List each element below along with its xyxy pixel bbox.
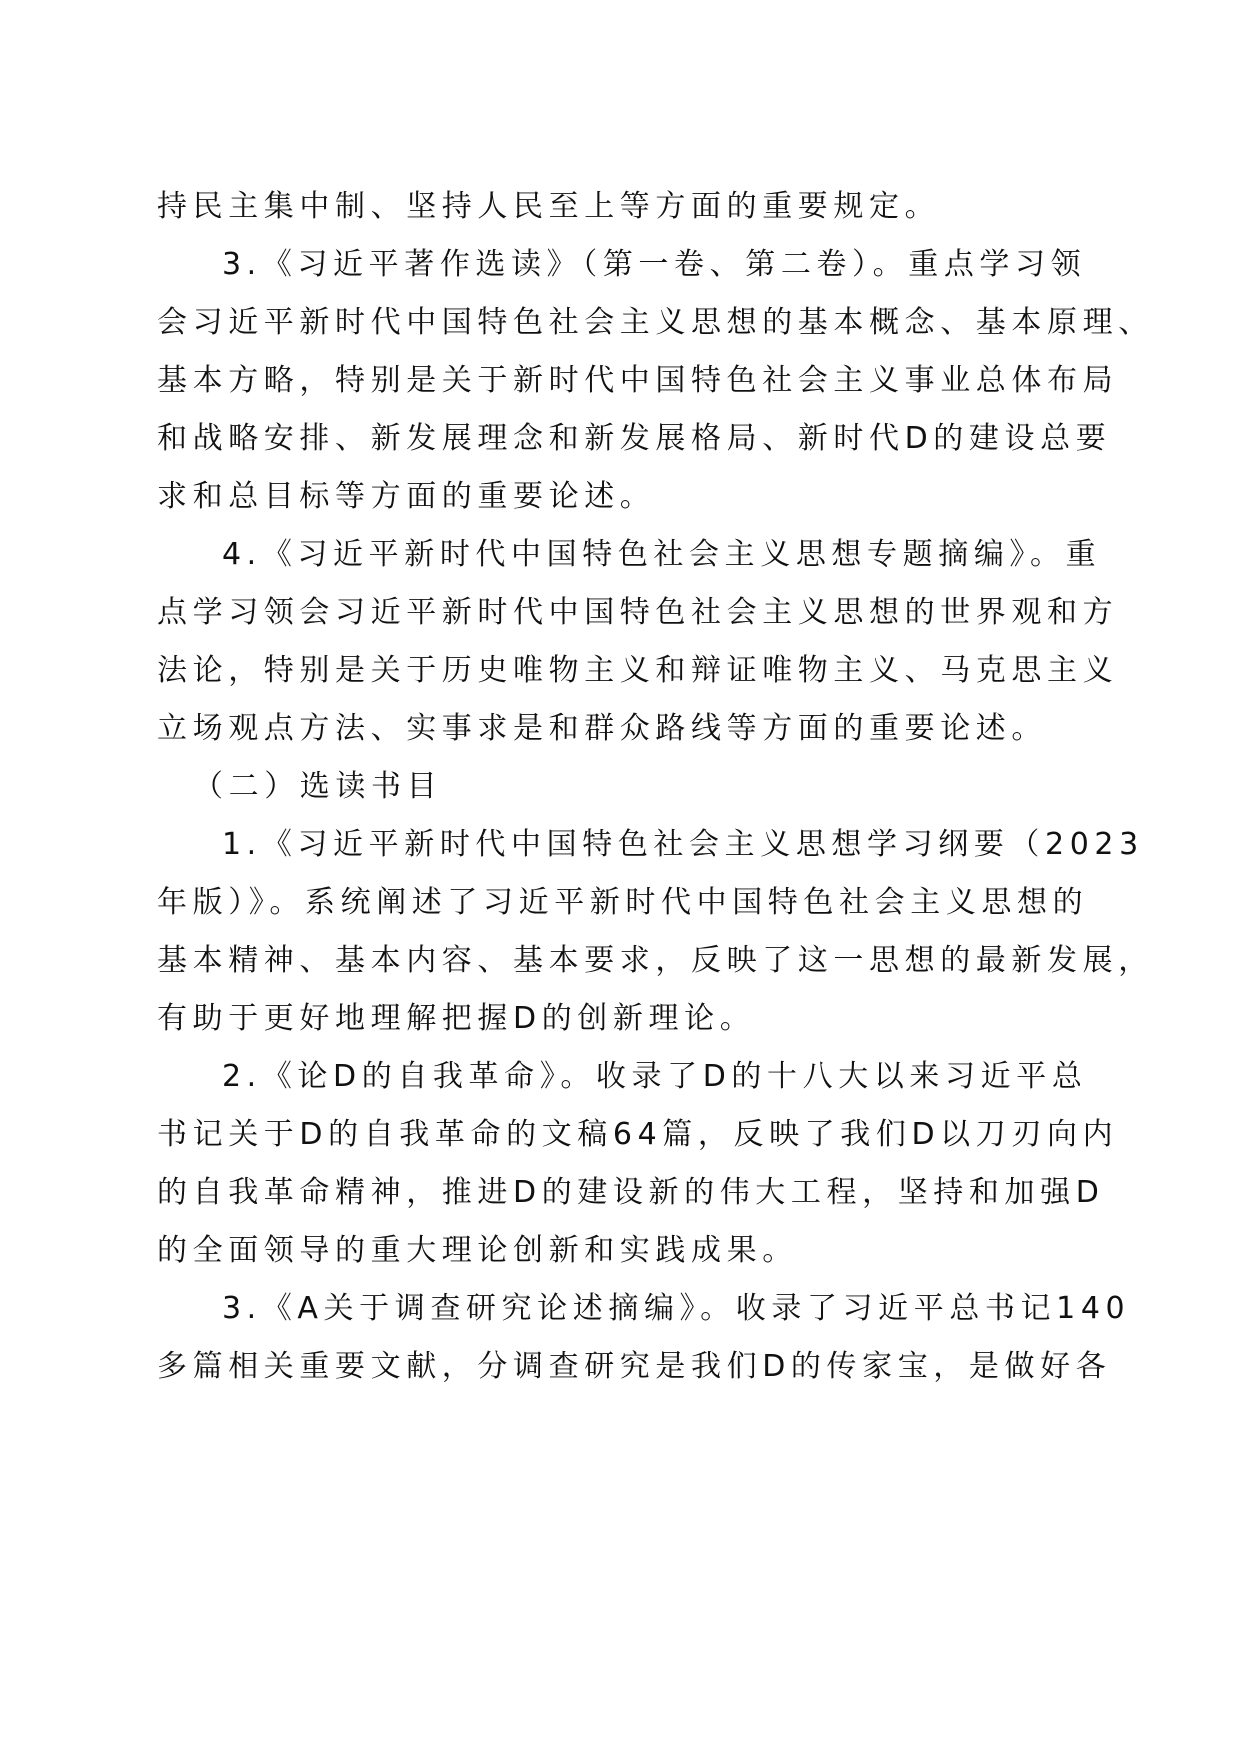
text-line: 和战略安排、新发展理念和新发展格局、新时代D的建设总要	[157, 421, 1112, 456]
text-line: 4.《习近平新时代中国特色社会主义思想专题摘编》。重	[222, 537, 1102, 572]
text-line: 求和总目标等方面的重要论述。	[157, 479, 656, 514]
text-line: 年版）》。系统阐述了习近平新时代中国特色社会主义思想的	[157, 885, 1089, 920]
text-line: 基本方略，特别是关于新时代中国特色社会主义事业总体布局	[157, 363, 1119, 398]
text-line: 2.《论D的自我革命》。收录了D的十八大以来习近平总	[222, 1059, 1088, 1094]
text-line: 立场观点方法、实事求是和群众路线等方面的重要论述。	[157, 711, 1047, 746]
section-heading: （二）选读书目	[193, 769, 443, 804]
text-line: 的自我革命精神，推进D的建设新的伟大工程，坚持和加强D	[157, 1175, 1105, 1210]
text-line: 的全面领导的重大理论创新和实践成果。	[157, 1233, 798, 1268]
text-line: 法论，特别是关于历史唯物主义和辩证唯物主义、马克思主义	[157, 653, 1119, 688]
text-line: 会习近平新时代中国特色社会主义思想的基本概念、基本原理、	[157, 305, 1154, 340]
text-line: 基本精神、基本内容、基本要求，反映了这一思想的最新发展，	[157, 943, 1154, 978]
text-line: 有助于更好地理解把握D的创新理论。	[157, 1001, 756, 1036]
text-line: 3.《A关于调查研究论述摘编》。收录了习近平总书记140	[222, 1291, 1131, 1326]
text-line: 1.《习近平新时代中国特色社会主义思想学习纲要（2023	[222, 827, 1144, 862]
text-line: 持民主集中制、坚持人民至上等方面的重要规定。	[157, 189, 941, 224]
text-line: 多篇相关重要文献，分调查研究是我们D的传家宝，是做好各	[157, 1349, 1112, 1384]
text-line: 点学习领会习近平新时代中国特色社会主义思想的世界观和方	[157, 595, 1119, 630]
text-line: 书记关于D的自我革命的文稿64篇，反映了我们D以刀刃向内	[157, 1117, 1119, 1152]
text-line: 3.《习近平著作选读》（第一卷、第二卷）。重点学习领	[222, 247, 1087, 282]
